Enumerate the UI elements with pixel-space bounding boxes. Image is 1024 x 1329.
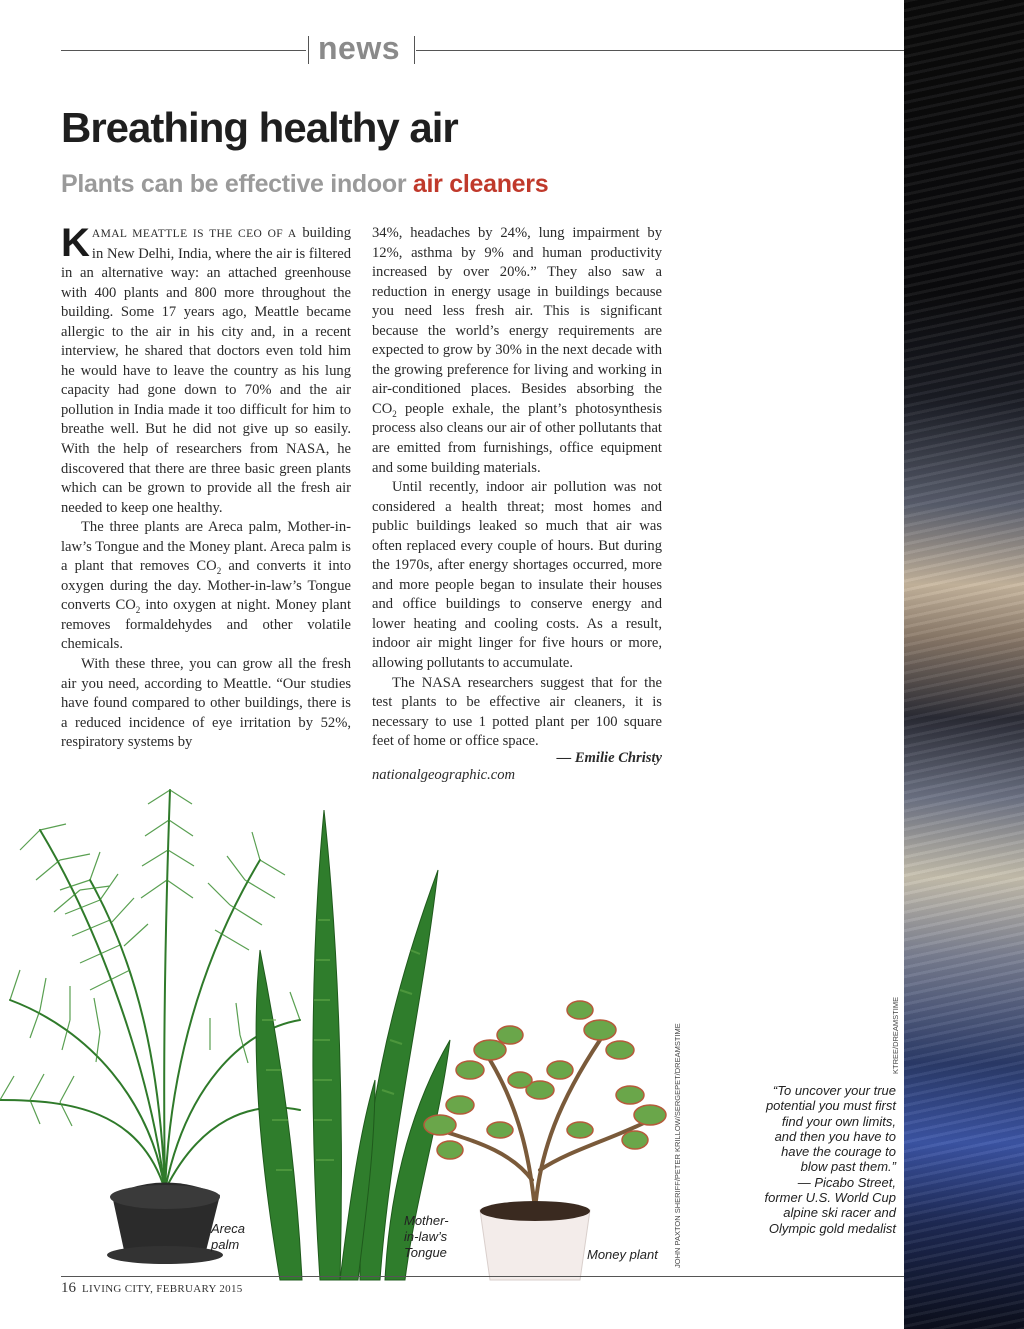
- photo-credit-side: KTREE/DREAMSTIME: [891, 996, 900, 1074]
- byline: — Emilie Christy: [556, 749, 662, 766]
- pull-quote: [760, 1083, 896, 1236]
- header-rule-right: [416, 50, 904, 51]
- footer-rule: [61, 1276, 904, 1277]
- paragraph-text: building in New Delhi, India, where the air is filtered in an alternative way: an attached greenhouse with 400 plants and 800 more throughout the building. Some 17 years ago, Meattle became allergic to the air in his city and, in a recent interview, he shared that doctors even told him he would have to leave the country as his lung capacity had gone down to 70% and the air pollution in India made it too difficult for him to breathe well. But he did not give up so easily. With the help of researchers from NASA, he discovered that there are three basic green plants which can be grown to provide all the fresh air needed to keep one healthy.: [61, 225, 351, 516]
- header-rule-tick-right: [414, 36, 415, 64]
- page-number: 16: [61, 1280, 76, 1296]
- quote-text: “To uncover your true potential you must first find your own limits, and then you have to have the courage to blow past them.”: [765, 1083, 896, 1175]
- paragraph-text: and converts it into oxygen during the day. Mother-in-law’s Tongue converts CO: [61, 558, 351, 614]
- quote-attribution: — Picabo Street, former U.S. World Cup alpine ski racer and Olympic gold medalist: [764, 1174, 896, 1236]
- lead-smallcaps: AMAL MEATTLE IS THE CEO OF A: [91, 228, 297, 240]
- subscript: 2: [216, 566, 222, 577]
- header-rule-left: [61, 50, 306, 51]
- article-column-1: [61, 221, 351, 753]
- paragraph: With these three, you can grow all the fresh air you need, according to Meattle. “Our studies have found compared to other buildings, there is a reduced incidence of eye irritation by 52%, respiratory systems by: [61, 656, 351, 751]
- photo-credit-plants: JOHN PAXTON SHERIFF/PETER KRILLOW/SERGEPET/DREAMSTIME: [673, 1023, 682, 1268]
- article-subhead: [61, 170, 548, 199]
- publication-name: LIVING CITY, FEBRUARY 2015: [82, 1283, 243, 1295]
- subhead-accent: air cleaners: [412, 170, 549, 198]
- article-column-2: [372, 224, 662, 786]
- mother-in-laws-tongue-image: [240, 800, 450, 1280]
- paragraph: [372, 224, 662, 478]
- caption-mother-in-laws-tongue: Mother-in-law’s Tongue: [404, 1213, 449, 1260]
- caption-money-plant: Money plant: [587, 1247, 658, 1262]
- header-rule-tick-left: [308, 36, 309, 64]
- paragraph-text: into oxygen at night. Money plant removes formaldehydes and other volatile chemicals.: [61, 597, 351, 653]
- page-footer: [61, 1280, 243, 1297]
- paragraph: [61, 518, 351, 655]
- paragraph: Until recently, indoor air pollution was not considered a health threat; most homes and public buildings leaked so much that air was often replaced every couple of hours. But during the 1970s, after energy shortages occurred, more and more people began to insulate their houses and office buildings to conserve energy and lower heating and cooling costs. As a result, indoor air might linger for five hours or more, allowing pollutants to accumulate.: [372, 479, 662, 672]
- paragraph-text: people exhale, the plant’s photosynthesis process also cleans our air of other pollutants that are emitted from furnishings, office equipment and some building materials.: [372, 400, 662, 476]
- side-decorative-image: [904, 0, 1024, 1329]
- paragraph-text: The three plants are Areca palm, Mother-in-law’s Tongue and the Money plant. Areca palm is a plant that removes CO: [61, 519, 351, 575]
- paragraph: The NASA researchers suggest that for the test plants to be effective air cleaners, it is necessary to use 1 potted plant per 100 square feet of home or office space.: [372, 674, 662, 750]
- caption-areca-palm: Areca palm: [211, 1221, 245, 1252]
- subhead-lead: Plants can be effective indoor: [61, 170, 407, 198]
- subscript: 2: [135, 605, 141, 616]
- drop-cap: K: [61, 221, 90, 265]
- section-label: news: [318, 30, 401, 66]
- paragraph: [61, 221, 351, 518]
- subscript: 2: [392, 408, 397, 419]
- paragraph-text: 34%, headaches by 24%, lung impairment by 12%, asthma by 9% and human productivity increased by over 20%.” They also saw a reduction in energy usage in buildings because you need less fresh air. This is significant because the world’s energy requirements are expected to grow by 30% in the next decade with the growing preference for living and working in air-conditioned places. Besides absorbing the CO: [372, 225, 662, 417]
- article-headline: Breathing healthy air: [61, 104, 458, 151]
- source-link[interactable]: nationalgeographic.com: [372, 767, 516, 784]
